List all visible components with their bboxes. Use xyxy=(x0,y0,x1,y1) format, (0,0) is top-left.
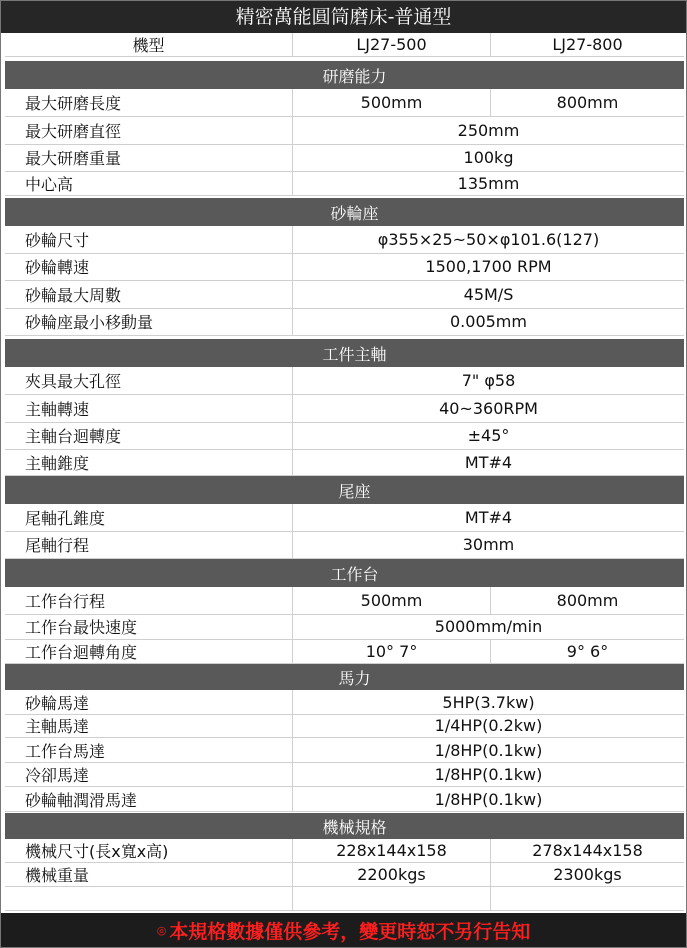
spec-label: 中心高 xyxy=(5,172,293,195)
spec-value-model-2 xyxy=(491,887,684,910)
spec-value: ±45° xyxy=(467,426,510,445)
spec-row xyxy=(5,713,684,738)
spec-value: 5HP(3.7kw) xyxy=(442,692,535,712)
spec-row xyxy=(5,172,684,196)
spec-value: 5000mm/min xyxy=(434,617,543,636)
spec-value: 1/4HP(0.2kw) xyxy=(434,715,543,735)
spec-value: 7" φ58 xyxy=(461,371,516,390)
spec-label: 冷卻馬達 xyxy=(5,762,293,786)
spec-label: 夾具最大孔徑 xyxy=(5,367,293,394)
spec-row xyxy=(5,144,684,172)
spec-value-model-1: 10° 7° xyxy=(293,640,491,663)
spec-label: 最大研磨長度 xyxy=(5,89,293,116)
spec-value-model-1: 500mm xyxy=(293,89,491,116)
spec-row xyxy=(5,640,684,664)
spec-value-model-2: 278x144x158 xyxy=(532,841,643,860)
spec-value-model-1: 500mm xyxy=(293,587,491,614)
spec-row xyxy=(5,863,684,887)
spec-row xyxy=(5,253,684,281)
spec-value: 40~360RPM xyxy=(439,399,538,418)
spec-label: 主軸台迴轉度 xyxy=(5,422,293,449)
spec-label: 機械尺寸(長x寬x高) xyxy=(5,839,293,862)
spec-row xyxy=(5,89,684,117)
spec-label: 工作台最快速度 xyxy=(5,614,293,639)
spec-row xyxy=(5,308,684,336)
spec-value: 100kg xyxy=(463,148,514,167)
section-header: 機械規格 xyxy=(5,813,684,839)
spec-value-model-2: 800mm xyxy=(556,93,619,112)
spec-row xyxy=(5,117,684,145)
spec-label xyxy=(5,887,293,910)
spec-value: MT#4 xyxy=(464,452,513,472)
section-header: 研磨能力 xyxy=(5,61,684,89)
spec-label: 尾軸孔錐度 xyxy=(5,504,293,531)
spec-label: 工作台行程 xyxy=(5,587,293,614)
spec-row xyxy=(5,587,684,615)
spec-label: 砂輪最大周數 xyxy=(5,281,293,308)
spec-row xyxy=(5,531,684,559)
spec-row xyxy=(5,226,684,254)
model-header-row xyxy=(5,33,684,57)
spec-label: 工作台馬達 xyxy=(5,738,293,762)
spec-row xyxy=(5,614,684,640)
spec-row xyxy=(5,422,684,450)
spec-row xyxy=(5,787,684,812)
spec-value-model-2: 2300kgs xyxy=(553,865,622,884)
spec-value: 135mm xyxy=(457,174,520,193)
spec-value: φ355×25~50×φ101.6(127) xyxy=(377,230,600,249)
spec-value-model-2: 9° 6° xyxy=(566,642,609,661)
spec-label: 機械重量 xyxy=(5,863,293,886)
spec-label: 砂輪轉速 xyxy=(5,253,293,280)
spec-value: 45M/S xyxy=(463,285,514,304)
spec-label: 主軸錐度 xyxy=(5,449,293,475)
disclaimer-mark-icon: ◎ xyxy=(156,923,167,937)
spec-value: 1/8HP(0.1kw) xyxy=(434,764,543,784)
spec-label: 工作台迴轉角度 xyxy=(5,640,293,663)
spec-value-model-1 xyxy=(293,887,491,910)
spec-row xyxy=(5,690,684,715)
spec-value: MT#4 xyxy=(464,508,513,527)
spec-value-model-1: 2200kgs xyxy=(293,863,491,886)
spec-row xyxy=(5,504,684,532)
model-header-label: 機型 xyxy=(5,33,293,56)
disclaimer-text: 本規格數據僅供參考，變更時恕不另行告知 xyxy=(169,920,531,943)
spec-value-model-1: 228x144x158 xyxy=(293,839,491,862)
section-header: 工作台 xyxy=(5,559,684,587)
spec-row xyxy=(5,839,684,863)
section-header: 工件主軸 xyxy=(5,339,684,367)
spec-value-model-2: 800mm xyxy=(556,591,619,610)
spec-label: 砂輪軸潤滑馬達 xyxy=(5,787,293,811)
spec-row xyxy=(5,887,684,911)
spec-label: 尾軸行程 xyxy=(5,531,293,558)
spec-row xyxy=(5,281,684,309)
spec-value: 1/8HP(0.1kw) xyxy=(434,740,543,760)
spec-value: 1/8HP(0.1kw) xyxy=(434,789,543,809)
model-name-1: LJ27-500 xyxy=(293,33,491,56)
spec-label: 主軸轉速 xyxy=(5,395,293,422)
spec-label: 砂輪座最小移動量 xyxy=(5,308,293,335)
sheet-title: 精密萬能圓筒磨床-普通型 xyxy=(1,1,686,33)
spec-row xyxy=(5,762,684,787)
spec-label: 最大研磨重量 xyxy=(5,144,293,171)
section-header: 馬力 xyxy=(5,664,684,690)
spec-row xyxy=(5,449,684,476)
spec-label: 砂輪尺寸 xyxy=(5,226,293,253)
section-header: 砂輪座 xyxy=(5,198,684,226)
section-header: 尾座 xyxy=(5,476,684,504)
spec-value: 250mm xyxy=(457,121,520,140)
spec-value: 0.005mm xyxy=(450,312,527,331)
model-name-2: LJ27-800 xyxy=(552,35,623,54)
spec-row xyxy=(5,395,684,423)
disclaimer-footer xyxy=(1,913,686,947)
spec-row xyxy=(5,738,684,763)
spec-row xyxy=(5,367,684,395)
spec-value: 30mm xyxy=(462,535,515,554)
spec-label: 最大研磨直徑 xyxy=(5,117,293,144)
spec-label: 砂輪馬達 xyxy=(5,690,293,714)
spec-value: 1500,1700 RPM xyxy=(425,257,552,276)
spec-label: 主軸馬達 xyxy=(5,713,293,737)
